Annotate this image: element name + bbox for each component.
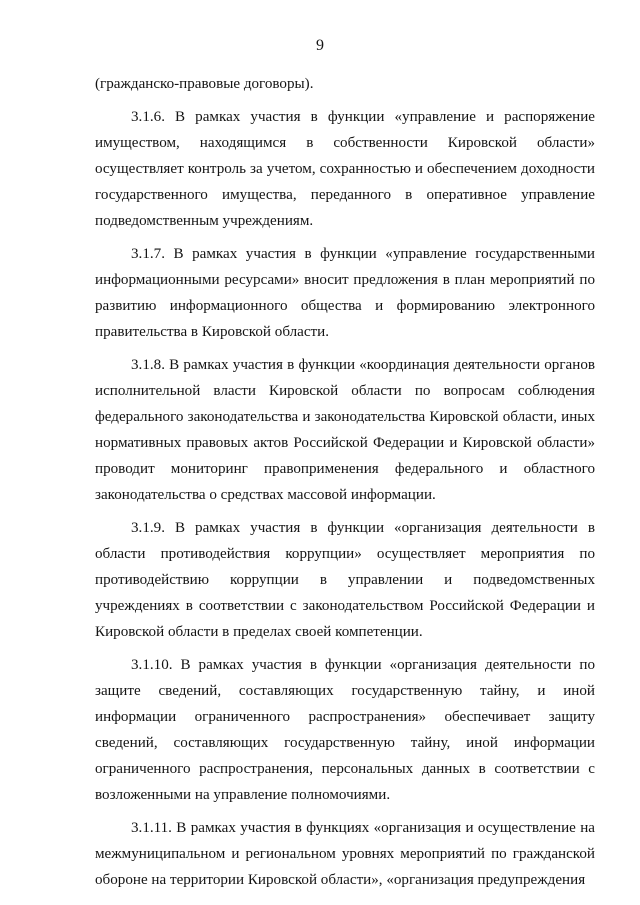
paragraph-3-1-6: 3.1.6. В рамках участия в функции «управление и распоряжение имуществом, находящимся в собственности Кировской области» осуществляет контроль за учетом, сохранностью и обеспечением доходности государственного имущества, переданного в оперативное управление подведомственным учреждениям. — [95, 109, 595, 229]
document-body — [95, 71, 595, 900]
paragraph-3-1-8: 3.1.8. В рамках участия в функции «координация деятельности органов исполнительной власти Кировской области по вопросам соблюдения федерального законодательства и законодательства Кировской области, иных нормативных правовых актов Российской Федерации и Кировской области» проводит мониторинг правоприменения федерального и областного законодательства о средствах массовой информации. — [95, 357, 595, 503]
paragraph-3-1-9: 3.1.9. В рамках участия в функции «организация деятельности в области противодействия коррупции» осуществляет мероприятия по противодействию коррупции в управлении и подведомственных учреждениях в соответствии с законодательством Российской Федерации и Кировской области в пределах своей компетенции. — [95, 520, 595, 640]
paragraph-continuation: (гражданско-правовые договоры). — [95, 76, 314, 92]
paragraph-3-1-10: 3.1.10. В рамках участия в функции «организация деятельности по защите сведений, составляющих государственную тайну, и иной информации ограниченного распространения» обеспечивает защиту сведений, составляющих государственную тайну, иной информации ограниченного распространения, персональных данных в соответствии с возложенными на управление полномочиями. — [95, 657, 595, 803]
paragraph-3-1-7: 3.1.7. В рамках участия в функции «управление государственными информационными ресурсами» вносит предложения в план мероприятий по развитию информационного общества и формированию электронного правительства в Кировской области. — [95, 246, 595, 340]
paragraph-3-1-11: 3.1.11. В рамках участия в функциях «организация и осуществление на межмуниципальном и региональном уровнях мероприятий по гражданской обороне на территории Кировской области», «организация предупреждения — [95, 820, 595, 888]
page-number: 9 — [316, 37, 324, 54]
